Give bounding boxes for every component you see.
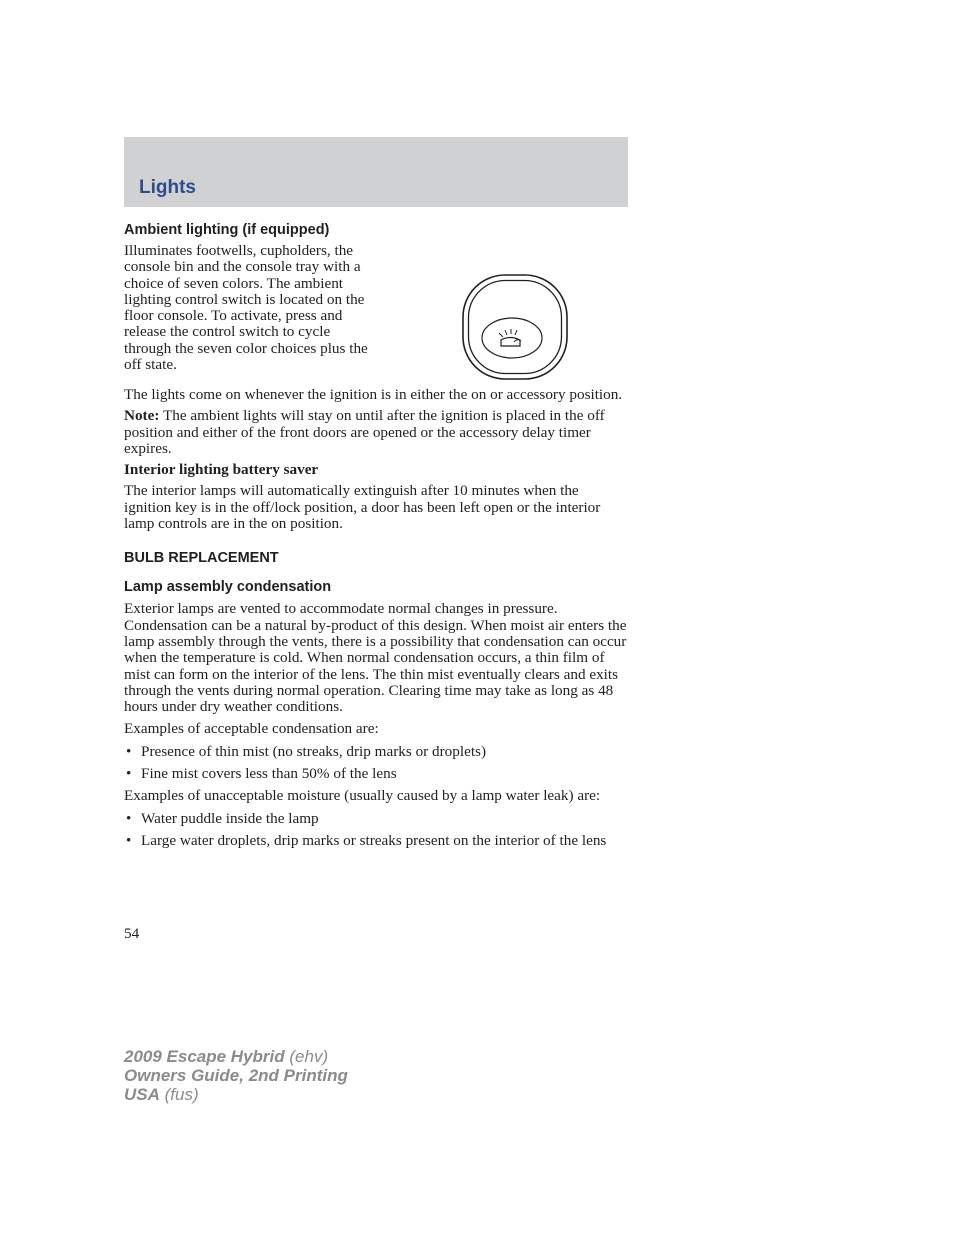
page-number: 54 <box>124 925 140 942</box>
ambient-paragraph: The lights come on whenever the ignition is in either the on or accessory position. <box>124 386 623 403</box>
bullet: • <box>126 831 132 849</box>
bulb-replacement-heading: BULB REPLACEMENT <box>124 550 279 567</box>
bullet: • <box>126 765 132 783</box>
section-header-band <box>124 137 628 207</box>
ambient-lighting-heading: Ambient lighting (if equipped) <box>124 222 330 238</box>
list-item-text: Fine mist covers less than 50% of the lens <box>141 765 397 783</box>
ambient-lighting-switch-icon <box>460 272 570 382</box>
list-item-text: Large water droplets, drip marks or streaks present on the interior of the lens <box>141 831 607 849</box>
footer-model-code: (ehv) <box>284 1047 329 1066</box>
ambient-intro-text: Illuminates footwells, cupholders, the console bin and the console tray with a choice of seven colors. The ambient lighting control switch is located on the floor console. To activate, press and release the control switch to cycle through the seven color choices plus the off state. <box>124 242 368 374</box>
list-item-text: Water puddle inside the lamp <box>141 809 319 827</box>
acceptable-list <box>124 744 628 783</box>
footer-line-3 <box>124 1085 348 1104</box>
battery-saver-text: The interior lamps will automatically extinguish after 10 minutes when the ignition key is in the off/lock position, a door has been left open or the interior lamp controls are in the on position. <box>124 482 601 533</box>
bullet: • <box>126 809 132 827</box>
note-label: Note: <box>124 407 160 425</box>
list-item <box>124 744 628 760</box>
footer-line-2 <box>124 1066 348 1085</box>
list-item-text: Presence of thin mist (no streaks, drip marks or droplets) <box>141 742 487 760</box>
unacceptable-list <box>124 811 628 850</box>
list-item <box>124 811 628 827</box>
battery-saver-heading: Interior lighting battery saver <box>124 461 319 479</box>
footer-market-code: (fus) <box>159 1085 199 1104</box>
lamp-condensation-heading: Lamp assembly condensation <box>124 579 332 596</box>
list-item <box>124 833 628 849</box>
bullet: • <box>126 742 132 760</box>
footer-model: 2009 Escape Hybrid <box>124 1047 285 1066</box>
footer-market: USA <box>124 1085 160 1104</box>
ambient-note <box>124 408 628 457</box>
note-text: The ambient lights will stay on until after the ignition is placed in the off position and either of the front doors are opened or the accessory delay timer expires. <box>124 407 605 457</box>
ambient-intro-block <box>124 243 628 382</box>
acceptable-intro: Examples of acceptable condensation are: <box>124 720 379 738</box>
page-content <box>124 221 628 849</box>
unacceptable-intro: Examples of unacceptable moisture (usually caused by a lamp water leak) are: <box>124 787 601 805</box>
document-footer <box>124 1047 348 1104</box>
footer-line-1 <box>124 1047 348 1066</box>
condensation-paragraph: Exterior lamps are vented to accommodate normal changes in pressure. Condensation can be a natural by-product of this design. When moist air enters the lamp assembly through the vents, there is a possibility that condensation can occur when the temperature is cold. When normal condensation occurs, a thin film of mist can form on the interior of the lens. The thin mist eventually clears and exits through the vents during normal operation. Clearing time may take as long as 48 hours under dry weather conditions. <box>124 600 627 716</box>
list-item <box>124 766 628 782</box>
section-title: Lights <box>139 177 196 198</box>
footer-guide: Owners Guide, 2nd Printing <box>124 1066 348 1085</box>
